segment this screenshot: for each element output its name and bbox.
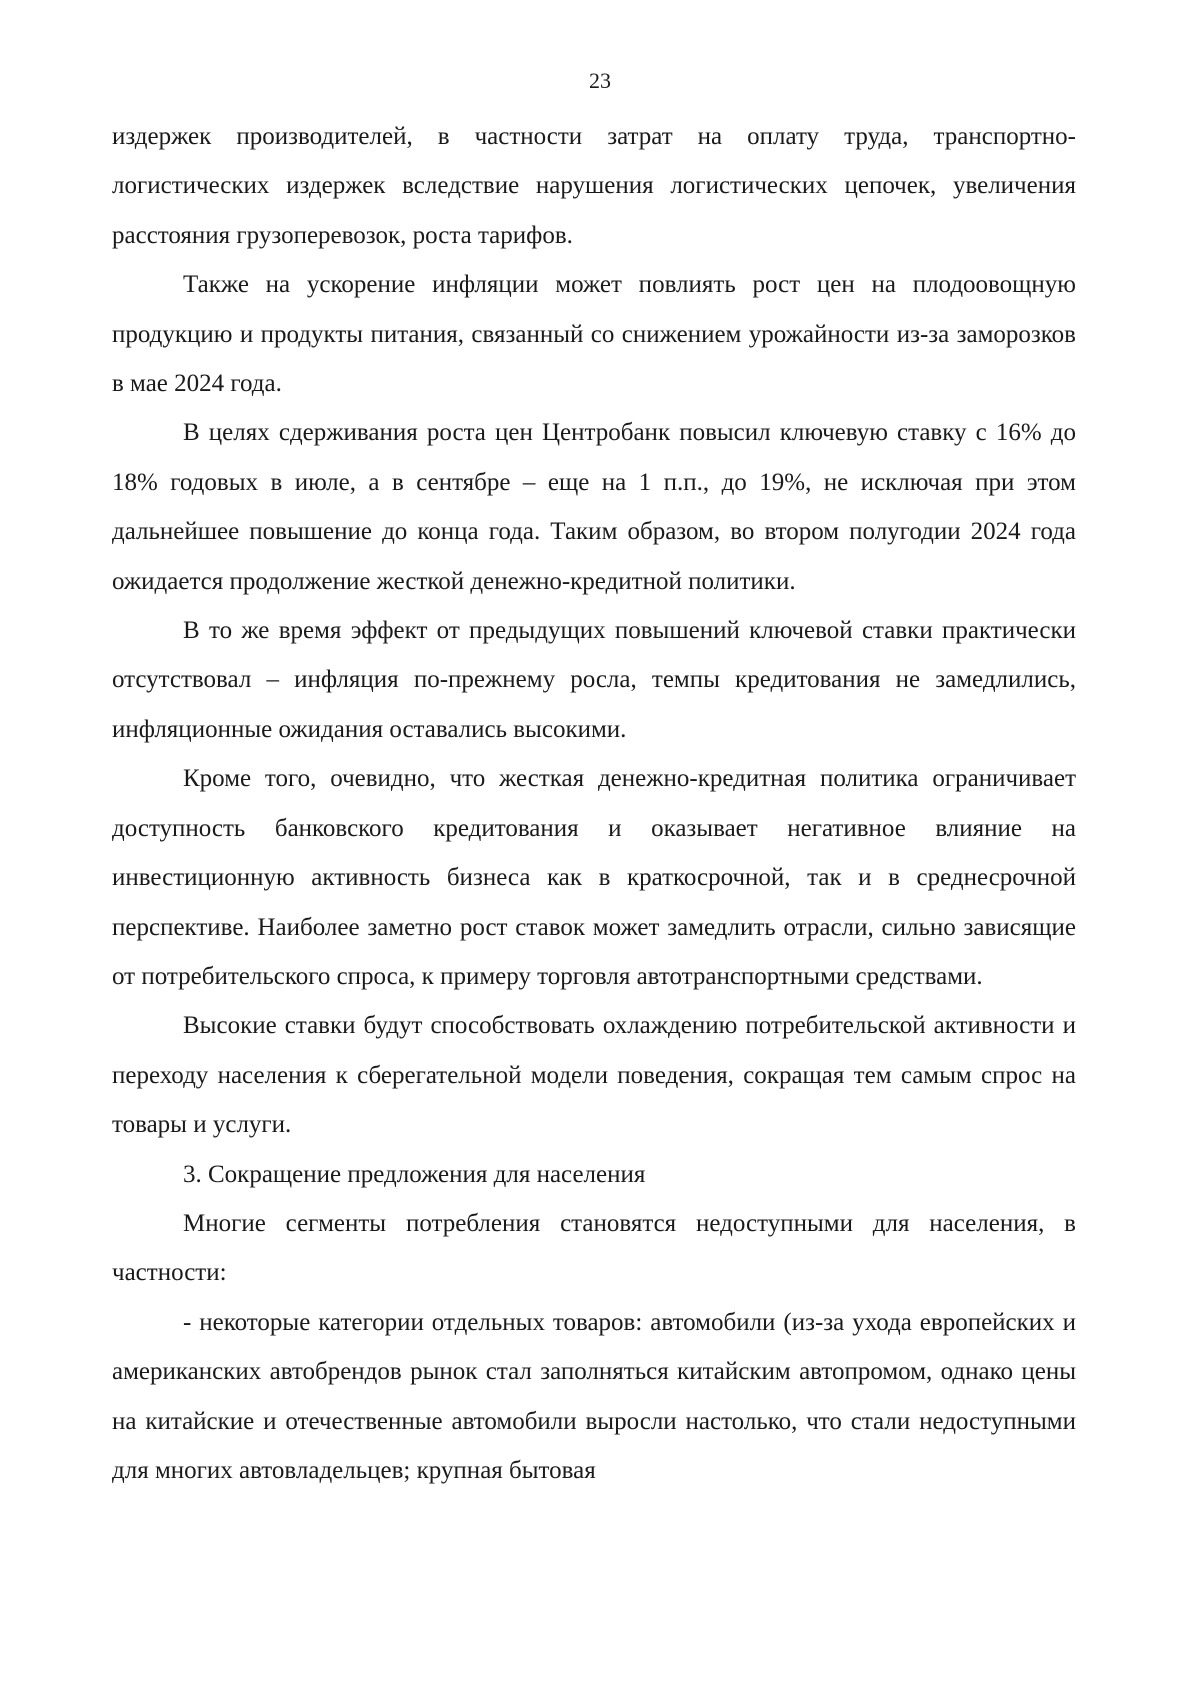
paragraph-credit-policy: Кроме того, очевидно, что жесткая денежно-кредитная политика ограничивает доступность банковского кредитования и оказывает негативное влияние на инвестиционную активность бизнеса как в краткосрочной, так и в среднесрочной перспективе. Наиболее заметно рост ставок может замедлить отрасли, сильно зависящие от потребительского спроса, к примеру торговля автотранспортными средствами. <box>112 765 1076 990</box>
list-item-goods: - некоторые категории отдельных товаров: автомобили (из-за ухода европейских и американских автобрендов рынок стал заполняться китайским автопромом, однако цены на китайские и отечественные автомобили выросли настолько, что стали недоступными для многих автовладельцев; крупная бытовая <box>112 1308 1076 1484</box>
paragraph-continuation: издержек производителей, в частности затрат на оплату труда, транспортно-логистических издержек вследствие нарушения логистических цепочек, увеличения расстояния грузоперевозок, роста тарифов. <box>112 123 1076 249</box>
paragraph-consumption-segments: Многие сегменты потребления становятся недоступными для населения, в частности: <box>112 1209 1076 1287</box>
paragraph-rate-effect: В то же время эффект от предыдущих повышений ключевой ставки практически отсутствовал – инфляция по-прежнему росла, темпы кредитования не замедлились, инфляционные ожидания оставались высокими. <box>112 617 1076 743</box>
document-body <box>112 112 1076 1495</box>
page-number: 23 <box>589 68 611 93</box>
section-heading: 3. Сокращение предложения для населения <box>183 1160 646 1188</box>
paragraph-inflation-food: Также на ускорение инфляции может повлиять рост цен на плодоовощную продукцию и продукты питания, связанный со снижением урожайности из-за заморозков в мае 2024 года. <box>112 271 1076 398</box>
paragraph-high-rates: Высокие ставки будут способствовать охлаждению потребительской активности и переходу населения к сберегательной модели поведения, сокращая тем самым спрос на товары и услуги. <box>112 1012 1076 1139</box>
paragraph-key-rate: В целях сдерживания роста цен Центробанк повысил ключевую ставку с 16% до 18% годовых в июле, а в сентябре – еще на 1 п.п., до 19%, не исключая при этом дальнейшее повышение до конца года. Таким образом, во втором полугодии 2024 года ожидается продолжение жесткой денежно-кредитной политики. <box>112 419 1076 595</box>
